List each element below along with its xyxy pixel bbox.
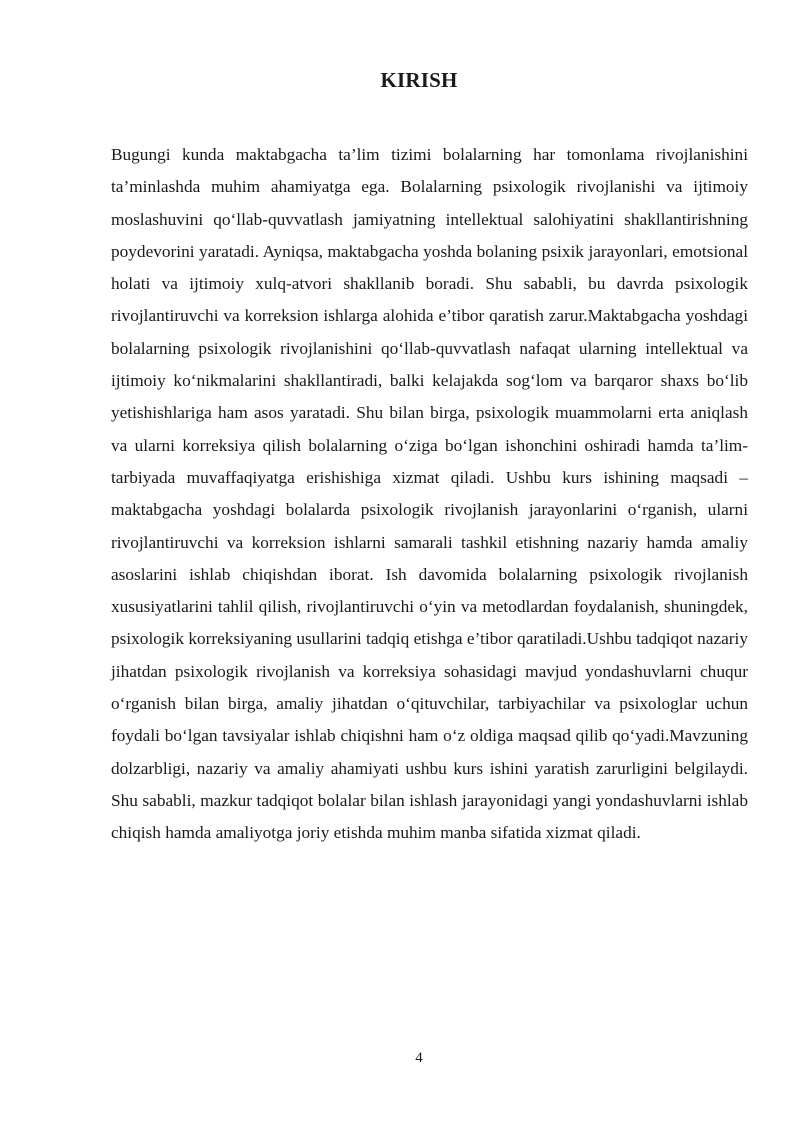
section-title: KIRISH <box>380 68 458 92</box>
intro-paragraph: Bugungi kunda maktabgacha ta’lim tizimi bolalarning har tomonlama rivojlanishini ta’minlashda muhim ahamiyatga ega. Bolalarning psixologik rivojlanishi va ijtimoiy moslashuvini qo‘llab-quvvatlash jamiyatning intellektual salohiyatini shakllantirishning poydevorini yaratadi. Ayniqsa, maktabgacha yoshda bolaning psixik jarayonlari, emotsional holati va ijtimoiy xulq-atvori shakllanib boradi. Shu sababli, bu davrda psixologik rivojlantiruvchi va korreksion ishlarga alohida e’tibor qaratish zarur.Maktabgacha yoshdagi bolalarning psixologik rivojlanishini qo‘llab-quvvatlash nafaqat ularning intellektual va ijtimoiy ko‘nikmalarini shakllantiradi, balki kelajakda sog‘lom va barqaror shaxs bo‘lib yetishishlariga ham asos yaratadi. Shu bilan birga, psixologik muammolarni erta aniqlash va ularni korreksiya qilish bolalarning o‘ziga bo‘lgan ishonchini oshiradi hamda ta’lim-tarbiyada muvaffaqiyatga erishishiga xizmat qiladi. Ushbu kurs ishining maqsadi – maktabgacha yoshdagi bolalarda psixologik rivojlanish jarayonlarini o‘rganish, ularni rivojlantiruvchi va korreksion ishlarni samarali tashkil etishning nazariy hamda amaliy asoslarini ishlab chiqishdan iborat. Ish davomida bolalarning psixologik rivojlanish xususiyatlarini tahlil qilish, rivojlantiruvchi o‘yin va metodlardan foydalanish, shuningdek, psixologik korreksiyaning usullarini tadqiq etishga e’tibor qaratiladi.Ushbu tadqiqot nazariy jihatdan psixologik rivojlanish va korreksiya sohasidagi mavjud yondashuvlarni chuqur o‘rganish bilan birga, amaliy jihatdan o‘qituvchilar, tarbiyachilar va psixologlar uchun foydali bo‘lgan tavsiyalar ishlab chiqishni ham o‘z oldiga maqsad qilib qo‘yadi.Mavzuning dolzarbligi, nazariy va amaliy ahamiyati ushbu kurs ishini yaratish zarurligini belgilaydi. Shu sababli, mazkur tadqiqot bolalar bilan ishlash jarayonidagi yangi yondashuvlarni ishlab chiqish hamda amaliyotga joriy etishda muhim manba sifatida xizmat qiladi. <box>111 145 748 843</box>
page-number: 4 <box>415 1050 423 1066</box>
